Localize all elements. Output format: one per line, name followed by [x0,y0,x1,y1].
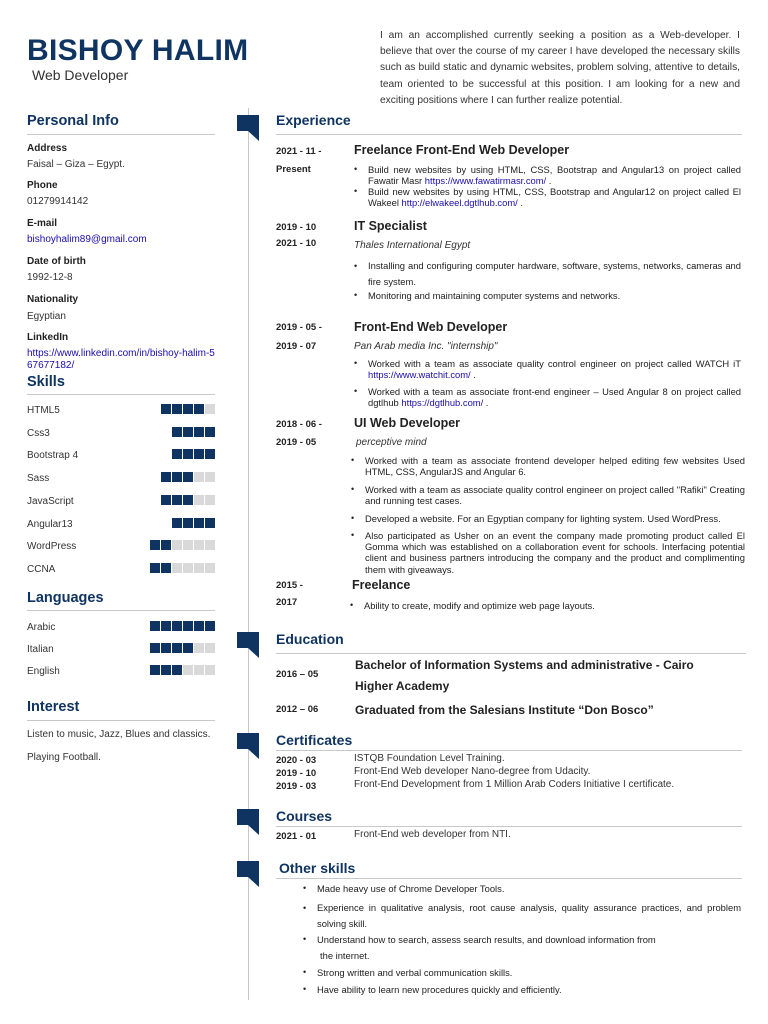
cert-text: Front-End Development from 1 Million Arab Coders Initiative I certificate. [354,779,675,790]
level-square-filled [161,404,171,414]
level-square-filled [150,665,160,675]
job-bullet: • Worked with a team as associate front-end engineer – Used Angular 8 on project called dgtlhub https://dgtlhub.com/ . [368,386,741,408]
cert-date: 2019 - 10 [276,768,317,779]
job-bullet: • Worked with a team as associate quality control engineer on project called WATCH iT https://www.watchit.com/ . [368,358,741,380]
level-square-empty [205,404,215,414]
skills-heading: Skills [27,374,65,390]
skill-level-bar [161,472,215,482]
skill-name: JavaScript [27,495,74,507]
level-square-filled [205,449,215,459]
project-link[interactable]: https://www.fawatirmasr.com/ [424,175,547,187]
personal-info-heading: Personal Info [27,113,119,129]
level-square-filled [161,472,171,482]
job-date-end: 2017 [276,597,298,608]
address-value: Faisal – Giza – Egypt. [27,159,125,170]
level-square-empty [183,540,193,550]
skill-row [27,404,227,418]
job-company: perceptive mind [356,437,427,448]
skills-divider [27,394,215,395]
language-row [27,665,227,679]
skill-level-bar [172,518,215,528]
level-square-empty [205,665,215,675]
nationality-value: Egyptian [27,311,66,322]
language-row [27,643,227,657]
courses-heading: Courses [276,808,333,824]
dob-label: Date of birth [27,256,86,267]
job-bullet: • Ability to create, modify and optimize web page layouts. [364,600,744,611]
language-name: Italian [27,644,54,655]
job-bullet: • Installing and configuring computer hardware, software, systems, networks, cameras and fire system. [368,258,741,290]
edu-date: 2016 – 05 [276,669,319,680]
skill-name: Angular13 [27,518,73,530]
job-title: Freelance Front-End Web Developer [354,143,570,157]
job-date-end: Present [276,164,311,175]
level-square-empty [183,665,193,675]
level-square-filled [194,449,204,459]
level-square-filled [172,621,182,631]
certificates-divider [276,750,742,751]
level-square-filled [183,643,193,653]
skill-row [27,540,227,554]
level-square-empty [205,563,215,573]
job-bullet: • Build new websites by using HTML, CSS, Bootstrap and Angular13 on project called Fawatir Masr https://www.fawatirmasr.com/ . [368,164,741,186]
level-square-filled [172,518,182,528]
skill-name: Css3 [27,427,50,439]
summary-paragraph: I am an accomplished currently seeking a position as a Web-developer. I believe that over the course of my career I have developed the necessary skills such as build static and dynamic websites, problem solving, attentive to details, team oriented to be successful at this position. I am looking for a new and exciting positions where I can further realize potential. [380,30,740,106]
level-square-filled [172,643,182,653]
skill-row [27,472,227,486]
languages-heading: Languages [27,590,104,606]
level-square-empty [205,643,215,653]
skill-level-bar [172,449,215,459]
language-level-bar [150,665,215,675]
project-link[interactable]: https://www.watchit.com/ [368,369,471,381]
level-square-filled [161,621,171,631]
level-square-empty [194,665,204,675]
level-square-filled [183,518,193,528]
other-skill-item: • Strong written and verbal communication skills. [317,967,741,978]
skill-row [27,518,227,532]
skill-row [27,563,227,577]
other-skills-heading: Other skills [279,860,356,876]
job-date-start: 2021 - 11 - [276,146,322,157]
language-level-bar [150,621,215,631]
experience-heading: Experience [276,112,351,128]
phone-label: Phone [27,180,58,191]
level-square-empty [194,495,204,505]
level-square-filled [150,563,160,573]
job-date-end: 2019 - 05 [276,437,317,448]
skill-name: WordPress [27,541,77,553]
level-square-filled [172,665,182,675]
level-square-filled [205,518,215,528]
skill-row [27,495,227,509]
address-label: Address [27,143,68,154]
skill-level-bar [150,540,215,550]
job-company: Thales International Egypt [354,240,471,251]
job-date-start: 2018 - 06 - [276,419,322,430]
level-square-empty [172,563,182,573]
job-title: IT Specialist [354,219,427,233]
certificates-heading: Certificates [276,732,353,748]
interest-heading: Interest [27,699,80,715]
level-square-filled [183,472,193,482]
level-square-filled [150,643,160,653]
skill-row [27,449,227,463]
linkedin-label: LinkedIn [27,332,69,343]
level-square-filled [161,665,171,675]
level-square-filled [172,472,182,482]
edu-date: 2012 – 06 [276,704,319,715]
job-date-start: 2015 - [276,580,303,591]
skill-name: CCNA [27,563,56,575]
level-square-filled [205,621,215,631]
level-square-filled [150,540,160,550]
level-square-empty [194,540,204,550]
job-bullet: • Developed a website. For an Egyptian company for lighting system. Used WordPress. [365,513,745,524]
cert-date: 2020 - 03 [276,755,317,766]
job-bullet: • Monitoring and maintaining computer systems and networks. [368,290,741,301]
project-link[interactable]: https://dgtlhub.com/ [401,397,484,409]
resume-name: BISHOY HALIM [27,34,249,67]
cert-text: Front-End Web developer Nano-degree from Udacity. [354,766,591,777]
job-bullet: • Worked with a team as associate frontend developer helped editing few websites Used HTML, CSS, AngularJS and Angular 6. [365,455,745,477]
level-square-filled [161,495,171,505]
level-square-empty [194,643,204,653]
job-company: Pan Arab media Inc. "internship" [354,341,498,352]
level-square-filled [183,449,193,459]
level-square-filled [194,621,204,631]
skill-name: HTML5 [27,405,60,416]
level-square-filled [161,563,171,573]
linkedin-link[interactable]: https://www.linkedin.com/in/bishoy-halim-567677182/ [27,348,215,371]
level-square-filled [194,518,204,528]
level-square-empty [183,563,193,573]
level-square-empty [172,540,182,550]
language-row [27,621,227,635]
other-skill-item: • Made heavy use of Chrome Developer Tools. [317,883,741,894]
interest-divider [27,720,215,721]
job-date-end: 2019 - 07 [276,341,317,352]
level-square-filled [183,404,193,414]
languages-divider [27,610,215,611]
level-square-filled [172,495,182,505]
project-link[interactable]: http://elwakeel.dgtlhub.com/ [401,197,518,209]
level-square-filled [172,449,182,459]
other-skills-divider [276,878,742,879]
course-date: 2021 - 01 [276,831,317,842]
level-square-filled [194,404,204,414]
skill-level-bar [172,427,215,437]
level-square-empty [194,472,204,482]
cert-date: 2019 - 03 [276,781,317,792]
job-bullet: • Build new websites by using HTML, CSS, Bootstrap and Angular12 on project called El Wakeel http://elwakeel.dgtlhub.com/ . [368,186,741,208]
job-bullet: • Worked with a team as associate quality control engineer on project called "Rafiki" Creating and running test cases. [365,484,745,506]
dob-value: 1992-12-8 [27,272,73,283]
job-date-start: 2019 - 10 [276,222,317,233]
other-skill-continuation: the internet. [320,950,370,961]
course-text: Front-End web developer from NTI. [354,829,511,840]
edu-degree: Graduated from the Salesians Institute “Don Bosco” [355,703,654,717]
level-square-filled [172,427,182,437]
level-square-filled [172,404,182,414]
nationality-label: Nationality [27,294,79,305]
language-level-bar [150,643,215,653]
job-date-start: 2019 - 05 - [276,322,322,333]
skill-name: Bootstrap 4 [27,450,79,462]
level-square-filled [161,643,171,653]
education-divider [276,653,746,654]
level-square-filled [194,427,204,437]
courses-divider [276,826,742,827]
job-date-end: 2021 - 10 [276,238,317,249]
level-square-filled [183,621,193,631]
skill-row [27,427,227,441]
skill-level-bar [161,495,215,505]
cert-text: ISTQB Foundation Level Training. [354,753,505,764]
job-title: Freelance [352,578,411,592]
language-name: Arabic [27,622,56,633]
level-square-filled [183,495,193,505]
job-title: UI Web Developer [354,416,461,430]
edu-degree: Bachelor of Information Systems and administrative - Cairo Higher Academy [355,658,694,693]
level-square-filled [183,427,193,437]
other-skill-item: • Understand how to search, assess search results, and download information from [317,934,741,945]
level-square-empty [194,563,204,573]
email-label: E-mail [27,218,58,229]
level-square-filled [161,540,171,550]
level-square-filled [205,427,215,437]
experience-divider [276,134,742,135]
education-heading: Education [276,631,344,647]
job-title: Front-End Web Developer [354,320,508,334]
level-square-empty [205,495,215,505]
resume-role: Web Developer [32,67,129,83]
email-link[interactable]: bishoyhalim89@gmail.com [27,234,147,245]
skill-level-bar [150,563,215,573]
phone-value: 01279914142 [27,196,89,207]
level-square-filled [150,621,160,631]
level-square-empty [205,472,215,482]
skill-name: Sass [27,473,50,485]
job-bullet: • Also participated as Usher on an event the company made promoting product called El Gomma which was established on a collaboration event for schools. Interfacing potential client and business partners introducing the company and the product and complimenting them with giveaways. [365,530,745,575]
level-square-empty [205,540,215,550]
interest-item: Listen to music, Jazz, Blues and classics. [27,729,211,740]
interest-item: Playing Football. [27,752,101,763]
language-name: English [27,666,60,677]
skill-level-bar [161,404,215,414]
other-skill-item: • Experience in qualitative analysis, root cause analysis, quality assurance practices, and problem solving skill. [317,900,741,932]
other-skill-item: • Have ability to learn new procedures quickly and efficiently. [317,984,741,995]
personal-info-divider [27,134,215,135]
